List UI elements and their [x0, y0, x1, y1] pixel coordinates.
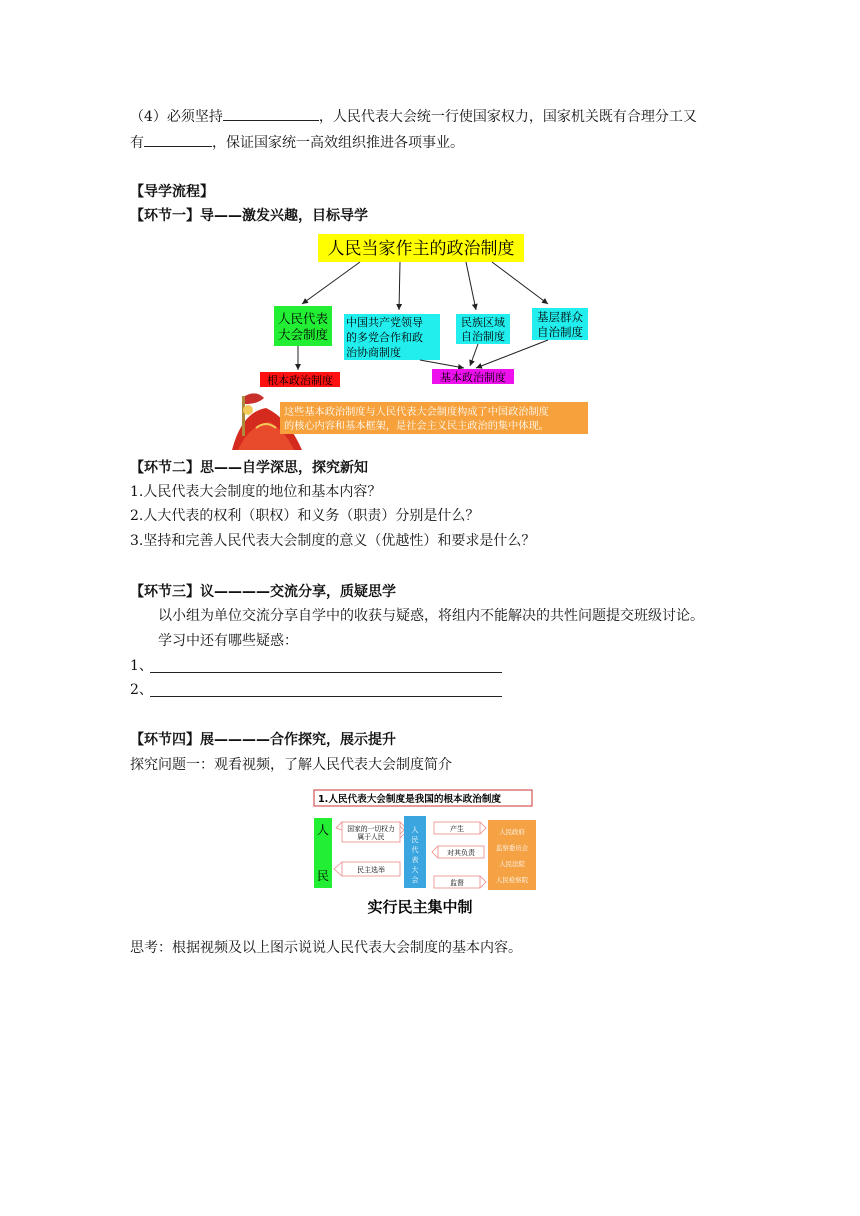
step3-text: 以小组为单位交流分享自学中的收获与疑惑，将组内不能解决的共性问题提交班级讨论。 [158, 608, 704, 624]
arrow-grass-basic [476, 340, 548, 368]
arrow-cpc-basic [420, 360, 464, 368]
npc-char-5: 大 [411, 866, 419, 874]
npc-char-6: 会 [411, 876, 419, 884]
organ-government: 人民政府 [499, 828, 525, 836]
responsible-arrow-label: 对其负责 [447, 849, 475, 857]
people-char-2: 民 [316, 869, 330, 883]
doubt-item-2-label: 2、 [130, 682, 153, 698]
arrow-ethnic-basic [470, 344, 478, 366]
cpc-box-line3: 治协商制度 [346, 346, 401, 359]
step4-title: 【环节四】展————合作探究，展示提升 [130, 732, 396, 748]
diagram2-header: 1.人民代表大会制度是我国的根本政治制度 [318, 794, 502, 805]
step1-title: 【环节一】导——激发兴趣，目标导学 [130, 208, 368, 224]
npc-box-line1: 人民代表 [277, 311, 329, 326]
people-char-1: 人 [316, 823, 330, 837]
grass-box-line1: 基层群众 [537, 310, 583, 324]
intro-text-1b: ，人民代表大会统一行使国家权力，国家机关既有合理分工又 [318, 109, 697, 125]
basic-label: 基本政治制度 [440, 371, 506, 384]
cpc-box-line1: 中国共产党领导 [346, 316, 423, 329]
npc-system-diagram [312, 788, 548, 920]
cpc-box-line2: 的多党合作和政 [346, 331, 423, 344]
npc-char-3: 代 [411, 846, 419, 854]
banner-line1: 这些基本政治制度与人民代表大会制度构成了中国政治制度 [284, 407, 549, 418]
arrow-to-npc [302, 262, 360, 304]
question-3: 3.坚持和完善人民代表大会制度的意义（优越性）和要求是什么？ [130, 533, 536, 549]
organ-supervision: 监察委员会 [496, 844, 528, 852]
organ-court: 人民法院 [499, 860, 525, 868]
doubt-item-1-label: 1、 [130, 658, 153, 674]
diagram2-caption: 实行民主集中制 [367, 898, 473, 916]
ethnic-box-line2: 自治制度 [461, 330, 505, 343]
npc-char-1: 人 [411, 826, 419, 834]
fill-blank-1[interactable] [223, 106, 319, 121]
intro-line-1 [130, 106, 697, 127]
doubt-item-2-line[interactable] [150, 696, 502, 697]
arrow-to-ethnic [466, 262, 476, 310]
banner-line2: 的核心内容和基本框架，是社会主义民主政治的集中体现。 [284, 421, 549, 432]
fundamental-label: 根本政治制度 [267, 374, 333, 387]
organ-procuratorate: 人民检察院 [496, 876, 528, 884]
intro-text-2b: ，保证国家统一高效组织推进各项事业。 [212, 135, 464, 151]
power-arrow-line1: 国家的一切权力 [347, 825, 395, 833]
question-1: 1.人民代表大会制度的地位和基本内容？ [130, 484, 382, 500]
intro-text-2a: 有 [130, 135, 144, 151]
npc-char-2: 民 [411, 836, 419, 844]
grass-box-line2: 自治制度 [537, 325, 583, 339]
inquiry-question: 探究问题一：观看视频，了解人民代表大会制度简介 [130, 757, 452, 773]
intro-text-1a: （4）必须坚持 [130, 109, 223, 125]
npc-box-line2: 大会制度 [277, 327, 329, 342]
arrow-to-grass [492, 262, 548, 304]
doubt-item-1-line[interactable] [150, 672, 502, 673]
fill-blank-2[interactable] [144, 132, 212, 147]
question-2: 2.人大代表的权利（职权）和义务（职责）分别是什么？ [130, 508, 480, 524]
intro-line-2 [130, 132, 464, 153]
step2-title: 【环节二】思——自学深思，探究新知 [130, 460, 368, 476]
produce-arrow-label: 产生 [450, 825, 464, 833]
diagram-title: 人民当家作主的政治制度 [327, 239, 515, 259]
npc-char-4: 表 [411, 856, 419, 864]
ethnic-box-line1: 民族区域 [461, 316, 505, 329]
step3-title: 【环节三】议————交流分享，质疑思学 [130, 584, 396, 600]
supervise-arrow-label: 监督 [450, 879, 464, 887]
section-title: 【导学流程】 [130, 184, 214, 200]
political-system-diagram [230, 232, 596, 450]
think-question: 思考：根据视频及以上图示说说人民代表大会制度的基本内容。 [130, 940, 522, 956]
power-arrow-line2: 属于人民 [357, 833, 385, 841]
election-arrow-label: 民主选举 [357, 866, 385, 874]
arrow-to-cpc [399, 262, 400, 310]
doubt-prompt: 学习中还有哪些疑惑： [158, 633, 298, 649]
